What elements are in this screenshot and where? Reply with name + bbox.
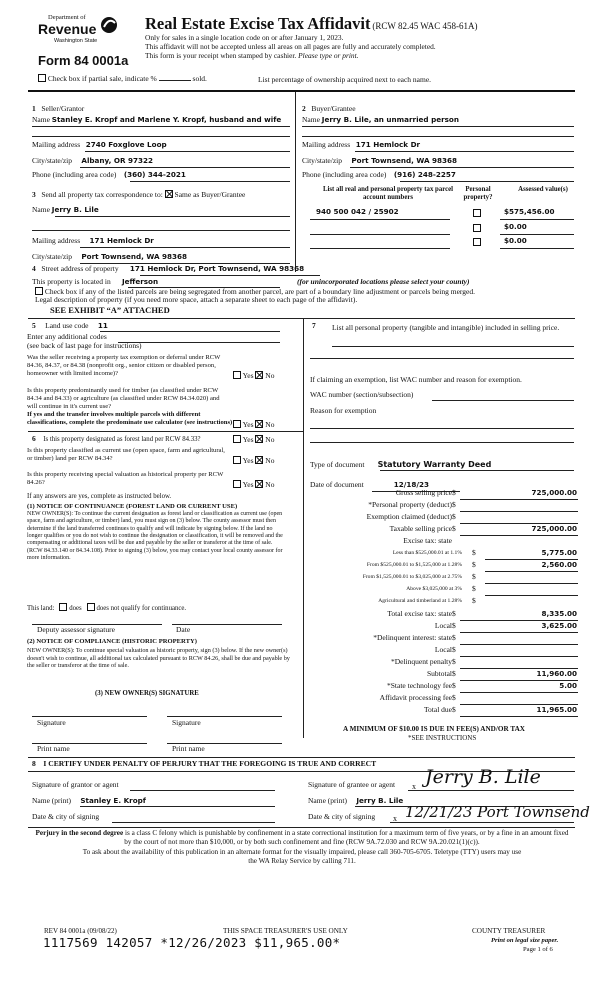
buyer-phone-line <box>400 181 574 182</box>
tax-row-label: Total due <box>423 705 452 714</box>
tax-row-line <box>460 511 578 512</box>
tax-row <box>305 585 580 597</box>
section6-does: does <box>69 605 82 612</box>
tax-row-line <box>485 583 578 584</box>
section4-segregated: Check box if any of the listed parcels are being segregated from another parcel, are part of a boundary line adjustment or parcels being merged. <box>44 287 475 296</box>
personal-property-checkbox[interactable] <box>473 238 481 246</box>
section4-located-note: (for unincorporated locations please select your county) <box>297 277 470 286</box>
footer-top-rule <box>28 827 575 828</box>
section3-city-row <box>32 253 187 262</box>
tax-row-label: Excise tax: state <box>403 536 452 545</box>
segregated-checkbox[interactable] <box>35 287 43 295</box>
section3-name[interactable]: Jerry B. Lile <box>51 205 99 214</box>
doc-type-label: Type of document <box>310 460 365 469</box>
section5-q2-answer <box>233 420 274 430</box>
tax-row-line <box>460 632 578 633</box>
buyer-city-row <box>302 157 457 166</box>
seller-city[interactable]: Albany, OR 97322 <box>81 156 154 165</box>
tax-currency: $ <box>472 596 476 605</box>
section6-q1: Is this property designated as forest land per RCW 84.33? <box>43 436 201 443</box>
yes-label: Yes <box>242 456 254 465</box>
tax-row-label: From $525,000.01 to $1,525,000 at 1.28% <box>366 562 462 568</box>
intro-line-3-text: This form is your receipt when stamped by cashier. <box>145 51 297 60</box>
doc-type-line <box>380 470 574 471</box>
seller-name-line <box>32 126 290 127</box>
section5-land-use[interactable]: 11 <box>97 321 108 330</box>
legal-paper-note: Print on legal size paper. <box>491 937 559 944</box>
section3-mailing[interactable]: 171 Hemlock Dr <box>89 236 154 245</box>
logo-swirl-icon <box>100 15 118 35</box>
doc-date[interactable]: 12/18/23 <box>393 480 429 489</box>
seller-mailing-row <box>32 141 167 150</box>
grantee-sig-line <box>408 790 574 791</box>
section6-deputy-sig: Deputy assessor signature <box>37 625 115 634</box>
section6-does-not: does not qualify for continuance. <box>96 605 187 612</box>
tax-row-label: Local <box>434 645 452 654</box>
seller-mailing-label: Mailing address <box>32 140 81 149</box>
grantee-date-line <box>390 822 574 823</box>
seller-name-line2 <box>32 136 290 137</box>
page-number: Page 1 of 6 <box>523 946 553 953</box>
section5-q1-no-checkbox[interactable] <box>255 371 263 379</box>
section3-name-label: Name <box>32 205 50 214</box>
tax-currency: $ <box>472 572 476 581</box>
title-citation: (RCW 82.45 WAC 458-61A) <box>372 21 478 31</box>
seller-mailing[interactable]: 2740 Foxglove Loop <box>85 140 167 149</box>
section3-mailing-label: Mailing address <box>32 236 81 245</box>
wac-line <box>432 400 574 401</box>
tax-row-label: Local <box>434 621 452 630</box>
tax-currency: $ <box>452 512 456 521</box>
tax-row-label: Agricultural and timberland at 1.28% <box>378 598 462 604</box>
section5-q2: Is this property predominantly used for timber (as classified under RCW 84.34 and 84.33) or agriculture (as classified under RCW 84.34.020) and will continue in it's current use? <box>27 387 220 410</box>
partial-sale-checkbox[interactable] <box>38 74 46 82</box>
partial-sale-blank <box>159 80 191 81</box>
section6-q3-answer <box>233 480 274 490</box>
parcel-row-line <box>310 234 450 235</box>
no-label: No <box>265 420 275 429</box>
section5-see-back: (see back of last page for instructions) <box>27 341 142 350</box>
owner-signature-label: Signature <box>172 718 201 727</box>
grantor-name[interactable]: Stanley E. Kropf <box>80 796 146 805</box>
tax-row-line <box>460 499 578 500</box>
tax-currency: $ <box>452 609 456 618</box>
owner-sig-line-1 <box>32 716 147 717</box>
dor-logo <box>38 14 118 50</box>
tax-row <box>305 706 580 718</box>
buyer-mailing[interactable]: 171 Hemlock Dr <box>355 140 421 149</box>
perjury-bold: Perjury in the second degree <box>35 829 124 837</box>
parcels-header-personal: Personal property? <box>463 186 493 201</box>
grantee-name[interactable]: Jerry B. Lile <box>356 796 404 805</box>
owner-print-name-label: Print name <box>37 744 70 753</box>
seller-city-label: City/state/zip <box>32 156 72 165</box>
section3-name-line <box>55 216 290 217</box>
grantor-name-label: Name (print) <box>32 796 71 805</box>
section6-q2-answer <box>233 456 274 466</box>
tax-row-amount[interactable]: 11,965.00 <box>536 705 577 714</box>
section3-num: 3 <box>32 190 36 199</box>
tax-row-amount[interactable]: 5.00 <box>559 681 577 690</box>
section6-q3-no-checkbox[interactable] <box>255 480 263 488</box>
yes-label: Yes <box>242 420 254 429</box>
assessed-value[interactable]: $0.00 <box>504 222 527 231</box>
section6-compliance-text: NEW OWNER(S): To continue special valuation as historic property, sign (3) below. If the new owner(s) doesn't wish to continue, all additional tax calculated pursuant to RCW 84.26, shall be due and payable by the seller or transferor at the time of sale. <box>27 647 290 670</box>
tax-row <box>305 561 580 573</box>
form-title <box>145 15 478 34</box>
section7-exemption: If claiming an exemption, list WAC number and reason for exemption. <box>310 375 522 384</box>
personal-property-checkbox[interactable] <box>473 224 481 232</box>
seller-phone-label: Phone (including area code) <box>32 170 117 179</box>
personal-property-checkbox[interactable] <box>473 209 481 217</box>
tax-row-label: *Delinquent interest: state <box>373 633 452 642</box>
section5-additional: Enter any additional codes <box>27 332 107 341</box>
section3-city[interactable]: Port Townsend, WA 98368 <box>81 252 188 261</box>
tax-row-line <box>460 692 578 693</box>
yes-label: Yes <box>242 371 254 380</box>
land-does-not-checkbox[interactable] <box>87 603 95 611</box>
section6-deputy-date: Date <box>176 625 191 634</box>
buyer-heading <box>302 105 356 114</box>
tax-row-amount[interactable]: 8,335.00 <box>541 609 577 618</box>
tax-row-label: Gross selling price <box>395 488 452 497</box>
section5-q2-no-checkbox[interactable] <box>255 420 263 428</box>
buyer-phone-row <box>302 171 456 180</box>
seller-heading <box>32 105 84 114</box>
section5-additional-line <box>118 342 280 343</box>
section6-q1-yes-checkbox[interactable] <box>233 435 241 443</box>
tax-currency: $ <box>472 548 476 557</box>
seller-title: Seller/Grantor <box>41 104 85 113</box>
seller-phone-line <box>130 181 290 182</box>
section4-street-row <box>32 265 304 274</box>
section8-num: 8 <box>32 759 36 768</box>
tax-row-amount[interactable]: 725,000.00 <box>531 524 577 533</box>
section3-mailing-row <box>32 237 154 246</box>
section6-continuance-title: (1) NOTICE OF CONTINUANCE (FOREST LAND OR CURRENT USE) <box>27 503 238 510</box>
section5-num: 5 <box>32 321 36 330</box>
buyer-mailing-label: Mailing address <box>302 140 351 149</box>
intro-line-1: Only for sales in a single location code on or after January 1, 2023. <box>145 33 344 42</box>
section3-name-row <box>32 206 99 215</box>
tax-table <box>305 489 580 739</box>
form-number: Form 84 0001a <box>38 53 129 68</box>
section3-label: Send all property tax correspondence to: <box>41 190 163 199</box>
section7-reason-label: Reason for exemption <box>310 406 377 415</box>
tax-row-line <box>460 535 578 536</box>
logo-dept-line3: Washington State <box>54 38 98 44</box>
tax-row-line <box>460 644 578 645</box>
section6-this-land-row <box>27 603 186 613</box>
tax-row-line <box>460 716 578 717</box>
reason-line-2 <box>310 442 574 443</box>
grantee-sig-label: Signature of grantee or agent <box>308 780 396 789</box>
section5-land-use-line <box>100 331 280 332</box>
grantee-sig-x: x <box>412 782 416 791</box>
buyer-title: Buyer/Grantee <box>311 104 356 113</box>
buyer-mailing-line <box>355 151 574 152</box>
section4-located[interactable]: Jefferson <box>121 277 159 286</box>
section5-q1-yes-checkbox[interactable] <box>233 371 241 379</box>
tax-row-line <box>485 595 578 596</box>
parcel-value-line <box>500 219 574 220</box>
section4-street[interactable]: 171 Hemlock Dr, Port Townsend, WA 98368 <box>129 264 305 273</box>
parcel-number[interactable]: 940 500 042 / 25902 <box>316 207 399 216</box>
section3-city-label: City/state/zip <box>32 252 72 261</box>
tax-row-amount[interactable]: 5,775.00 <box>541 548 577 557</box>
tax-currency: $ <box>452 645 456 654</box>
tax-row <box>305 597 580 609</box>
section4-bottom-rule <box>28 318 575 319</box>
buyer-name-line2 <box>302 136 574 137</box>
tax-row-label: Subtotal <box>426 669 452 678</box>
section5-bottom-rule <box>28 431 303 432</box>
ownership-note: List percentage of ownership acquired next to each name. <box>258 75 432 84</box>
no-label: No <box>265 456 275 465</box>
tax-row-amount[interactable]: 3,625.00 <box>541 621 577 630</box>
section4-located-label: This property is located in <box>32 277 111 286</box>
section5-land-use-row <box>32 322 108 331</box>
section5-q1: Was the seller receiving a property tax exemption or deferral under RCW 84.36, 84.37, or 84.38 (nonprofit org., senior citizen or disabled person, homeowner with limited income)? <box>27 354 221 377</box>
parcels-header-list: List all real and personal property tax parcel account numbers <box>322 186 454 201</box>
tax-currency: $ <box>452 633 456 642</box>
parcel-value-line <box>500 234 574 235</box>
tax-row <box>305 549 580 561</box>
seller-name-row <box>32 116 281 125</box>
tax-row-amount[interactable]: 11,960.00 <box>536 669 577 678</box>
section6-num: 6 <box>32 434 36 443</box>
column-divider-top <box>295 92 296 272</box>
assessed-value[interactable]: $575,456.00 <box>504 207 555 216</box>
section6-q1-no-checkbox[interactable] <box>255 435 263 443</box>
tax-row-label: Less than $525,000.01 at 1.1% <box>392 550 462 556</box>
no-label: No <box>265 480 275 489</box>
section8-top-rule <box>28 757 575 758</box>
buyer-mailing-row <box>302 141 420 150</box>
land-does-checkbox[interactable] <box>59 603 67 611</box>
section5-q1-answer <box>233 371 274 381</box>
section4-exhibit: SEE EXHIBIT “A” ATTACHED <box>50 305 170 315</box>
section4-legal: Legal description of property (if you need more space, attach a separate sheet to each page of the affidavit). <box>35 295 358 304</box>
county-treasurer-label: COUNTY TREASURER <box>472 927 546 935</box>
tax-minimum-note: A MINIMUM OF $10.00 IS DUE IN FEE(S) AND/OR TAX <box>343 725 525 733</box>
parcel-value-line <box>500 248 574 249</box>
section7-line-2 <box>310 358 574 359</box>
assessed-value[interactable]: $0.00 <box>504 236 527 245</box>
grantee-name-label: Name (print) <box>308 796 347 805</box>
intro-line-2: This affidavit will not be accepted unless all areas on all pages are fully and accurately completed. <box>145 42 436 51</box>
section6-owner-sig-title: (3) NEW OWNER(S) SIGNATURE <box>95 690 199 697</box>
buyer-phone[interactable]: (916) 248-2257 <box>393 170 456 179</box>
tax-currency: $ <box>452 657 456 666</box>
grantor-date-line <box>112 822 275 823</box>
tax-row-label: From $1,525,000.01 to $3,025,000 at 2.75% <box>362 574 462 580</box>
tax-currency: $ <box>472 560 476 569</box>
tax-currency: $ <box>452 669 456 678</box>
section7-line-1 <box>332 346 574 347</box>
owner-print-name-label: Print name <box>172 744 205 753</box>
tax-currency: $ <box>452 524 456 533</box>
section3-mailing-line <box>80 247 290 248</box>
tax-row <box>305 573 580 585</box>
perjury-text: is a class C felony which is punishable by confinement in a state correctional institution for a maximum term of five years, or by a fine in an amount fixed by the court of not more than $10,000, or by both such confinement and fine (RCW 9A.72.030 and RCW 9A.20.021(1)(c)). <box>124 829 569 846</box>
seller-name-label: Name <box>32 115 50 124</box>
section4-num: 4 <box>32 264 36 273</box>
doc-type[interactable]: Statutory Warranty Deed <box>377 460 492 469</box>
intro-line-3 <box>145 52 358 61</box>
section4-located-row <box>32 278 158 287</box>
buyer-city[interactable]: Port Townsend, WA 98368 <box>351 156 458 165</box>
section6-compliance-title: (2) NOTICE OF COMPLIANCE (HISTORIC PROPERTY) <box>27 638 197 645</box>
seller-num: 1 <box>32 104 36 113</box>
grantor-sig-line <box>130 790 275 791</box>
section6-continuance-text: NEW OWNER(S): To continue the current designation as forest land or classification as current use (open space, farm and agriculture, or timber) land, you must sign on (3) below. The county assessor must then determine if the land transferred continues to qualify and will indicate by signing below. If the land no longer qualifies or you do not wish to continue the designation or classification, it will be removed and the compensating or additional taxes will be due and payable by the seller or transferor at the time of sale. (RCW 84.33.140 or 84.34.108). Prior to signing (3) below, you may contact your local county assessor for more information. <box>27 511 283 561</box>
section3-same-as: Same as Buyer/Grantee <box>174 190 246 199</box>
section6-q2-yes-checkbox[interactable] <box>233 456 241 464</box>
section6-q1-row <box>32 435 201 444</box>
seller-mailing-line <box>85 151 290 152</box>
logo-dept-line2: Revenue <box>38 21 97 37</box>
grantor-name-row <box>32 797 146 806</box>
tax-currency: $ <box>452 621 456 630</box>
title-text: Real Estate Excise Tax Affidavit <box>145 14 371 33</box>
yes-label: Yes <box>242 480 254 489</box>
tax-currency: $ <box>472 584 476 593</box>
yes-label: Yes <box>242 435 254 444</box>
owner-sig-line-2 <box>167 716 282 717</box>
perjury-notice <box>32 829 572 847</box>
rev-label: REV 84 0001a (09/08/22) <box>44 927 117 935</box>
tax-row-label: Total excise tax: state <box>387 609 452 618</box>
section7-text: List all personal property (tangible and intangible) included in selling price. <box>332 323 560 332</box>
grantee-date-x: x <box>393 814 397 823</box>
grantor-name-line <box>80 806 275 807</box>
alt-format-notice: To ask about the availability of this publication in an alternate format for the visually impaired, please call 360-705-6705. Teletype (TTY) users may use the WA Relay Service by calling 711. <box>82 848 522 865</box>
intro-line-3-italic: Please type or print. <box>298 51 359 60</box>
tax-row-label: *State technology fee <box>387 681 452 690</box>
section3-line2 <box>32 230 290 231</box>
buyer-num: 2 <box>302 104 306 113</box>
section8-certify: I CERTIFY UNDER PENALTY OF PERJURY THAT THE FOREGOING IS TRUE AND CORRECT <box>43 759 377 768</box>
seller-phone-row <box>32 171 186 180</box>
buyer-name-label: Name <box>302 115 320 124</box>
buyer-name-line <box>302 126 574 127</box>
section7-num: 7 <box>312 321 316 330</box>
parcels-header-assessed: Assessed value(s) <box>518 186 568 193</box>
section5-q2-yes-checkbox[interactable] <box>233 420 241 428</box>
buyer-name-row <box>302 116 459 125</box>
partial-sale-label: Check box if partial sale, indicate % <box>47 74 157 83</box>
grantor-sig-label: Signature of grantor or agent <box>32 780 119 789</box>
tax-see-instructions: *SEE INSTRUCTIONS <box>408 734 477 742</box>
no-label: No <box>265 435 275 444</box>
header-rule <box>28 90 575 92</box>
tax-row <box>305 537 580 549</box>
tax-row-line <box>485 571 578 572</box>
parcel-row-line <box>310 248 450 249</box>
buyer-city-line <box>350 167 574 168</box>
section7-wac-label: WAC number (section/subsection) <box>310 390 414 399</box>
parcel-row-line <box>310 219 450 220</box>
tax-row-label: *Personal property (deduct) <box>368 500 452 509</box>
owner-signature-label: Signature <box>37 718 66 727</box>
doc-type-row <box>310 460 491 470</box>
tax-row-amount[interactable]: 2,560.00 <box>541 560 577 569</box>
tax-row-label: Affidavit processing fee <box>379 693 452 702</box>
section6-q2: Is this property classified as current use (open space, farm and agricultural, or timber) land per RCW 84.34? <box>27 447 225 462</box>
tax-currency: $ <box>452 693 456 702</box>
tax-row-amount[interactable]: 725,000.00 <box>531 488 577 497</box>
treasurer-only-label: THIS SPACE TREASURER'S USE ONLY <box>223 927 348 935</box>
section6-q3-yes-checkbox[interactable] <box>233 480 241 488</box>
tax-row-label: Above $3,025,000 at 3% <box>406 586 462 592</box>
partial-sale-row <box>38 74 207 84</box>
tax-row-line <box>460 656 578 657</box>
buyer-phone-label: Phone (including area code) <box>302 170 387 179</box>
section8-certify-row <box>32 760 376 769</box>
section4-street-label: Street address of property <box>41 264 119 273</box>
section6-this-land: This land: <box>27 605 55 612</box>
grantee-name-row <box>308 797 403 806</box>
seller-city-row <box>32 157 153 166</box>
section6-q3: Is this property receiving special valuation as historical property per RCW 84.26? <box>27 471 224 486</box>
section6-q2-no-checkbox[interactable] <box>255 456 263 464</box>
reason-line-1 <box>310 428 574 429</box>
partial-sale-sold: sold. <box>192 74 207 83</box>
section3-heading <box>32 190 245 200</box>
tax-row-label: Taxable selling price <box>389 524 452 533</box>
buyer-city-label: City/state/zip <box>302 156 342 165</box>
tax-currency: $ <box>452 488 456 497</box>
column-divider-middle <box>303 318 304 738</box>
tax-currency: $ <box>452 705 456 714</box>
section4-street-line <box>140 275 320 276</box>
tax-currency: $ <box>452 681 456 690</box>
seller-phone[interactable]: (360) 344-2021 <box>123 170 186 179</box>
buyer-name[interactable]: Jerry B. Lile, an unmarried person <box>321 115 459 124</box>
section5-q2-bold: If yes and the transfer involves multiple parcels with different classifications, complete the predominate use calculator (see instructions) <box>27 411 233 426</box>
tax-currency: $ <box>452 500 456 509</box>
section6-q1-answer <box>233 435 274 445</box>
no-label: No <box>265 371 275 380</box>
same-as-buyer-checkbox[interactable] <box>165 190 173 198</box>
grantee-date-label: Date & city of signing <box>308 812 376 821</box>
grantor-date-label: Date & city of signing <box>32 812 100 821</box>
seller-name[interactable]: Stanley E. Kropf and Marlene Y. Kropf, husband and wife <box>51 115 282 124</box>
treasurer-stamp: 1117569 142057 *12/26/2023 $11,965.00* <box>43 935 341 950</box>
logo-dept-line1: Department of <box>48 14 86 21</box>
seller-city-line <box>80 167 290 168</box>
tax-row-label: *Delinquent penalty <box>390 657 452 666</box>
grantee-signature[interactable]: Jerry B. Lile <box>425 766 541 788</box>
tax-row-label: Exemption claimed (deduct) <box>366 512 452 521</box>
grantee-date[interactable]: 12/21/23 Port Townsend <box>405 803 590 821</box>
section6-if-yes: If any answers are yes, complete as instructed below. <box>27 493 172 500</box>
doc-date-label: Date of document <box>310 480 364 489</box>
section5-land-use-label: Land use code <box>45 321 89 330</box>
